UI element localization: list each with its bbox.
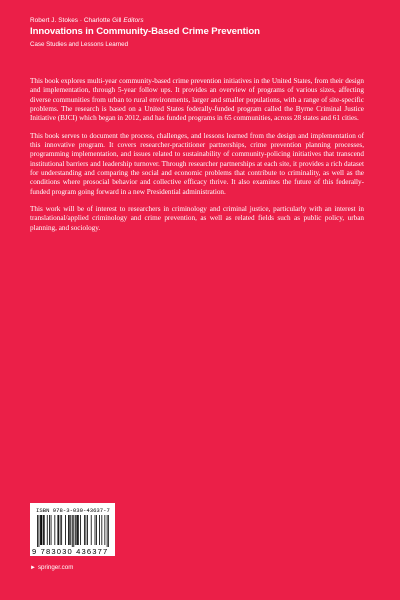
barcode-bar bbox=[49, 515, 50, 545]
barcode-bar bbox=[108, 515, 109, 547]
barcode-bar bbox=[41, 515, 42, 545]
barcode-bar bbox=[65, 515, 66, 545]
barcode-bar bbox=[104, 515, 105, 545]
description bbox=[30, 77, 364, 241]
barcode-bar bbox=[75, 515, 76, 545]
barcode-icon bbox=[37, 515, 109, 547]
barcode-bar bbox=[95, 515, 96, 545]
barcode-bar bbox=[43, 515, 44, 545]
barcode-bar bbox=[40, 515, 41, 545]
barcode-bar bbox=[57, 515, 58, 545]
barcode-bar bbox=[91, 515, 92, 545]
barcode-box bbox=[30, 503, 115, 556]
barcode-bar bbox=[73, 515, 74, 547]
barcode-number: 9 783030 436377 bbox=[32, 547, 109, 556]
barcode-bar bbox=[70, 515, 71, 545]
barcode-bar bbox=[107, 515, 108, 547]
barcode-bar bbox=[77, 515, 78, 545]
description-paragraph: This work will be of interest to researchers in criminology and criminal justice, particularly with an interest in translational/applied criminology and crime prevention, as well as related fields such as public policy, urban planning, and sociology. bbox=[30, 205, 364, 232]
editors-role: Editors bbox=[123, 17, 144, 24]
barcode-bar bbox=[39, 515, 40, 547]
barcode-bar bbox=[54, 515, 55, 545]
barcode-bar bbox=[68, 515, 69, 545]
barcode-bar bbox=[61, 515, 62, 545]
barcode-bar bbox=[96, 515, 97, 545]
description-paragraph: This book explores multi-year community-based crime prevention initiatives in the United States, from their design and implementation, through 5-year follow ups. It provides an overview of programs of various sizes, affecting diverse communities from urban to rural environments, larger and smaller populations, with a range of site-specific problems. The research is based on a United States federally-funded program called the Byrne Criminal Justice Initiative (BJCI) which began in 2012, and has funded programs in 65 communities, across 28 states and 61 cities. bbox=[30, 77, 364, 123]
barcode-bar bbox=[84, 515, 85, 545]
barcode-bar bbox=[58, 515, 59, 545]
barcode-bar bbox=[37, 515, 38, 547]
barcode-bar bbox=[101, 515, 102, 545]
barcode-bar bbox=[60, 515, 61, 545]
barcode-bar bbox=[69, 515, 70, 545]
barcode-bar bbox=[87, 515, 88, 545]
editor-name: Charlotte Gill bbox=[83, 17, 122, 24]
website-label: springer.com bbox=[37, 564, 74, 571]
barcode-bar bbox=[86, 515, 87, 545]
website-link[interactable] bbox=[30, 564, 73, 571]
barcode-bar bbox=[99, 515, 100, 545]
barcode-bar bbox=[78, 515, 79, 545]
description-paragraph: This book serves to document the process, challenges, and lessons learned from the design and implementation of this innovative program. It covers researcher-practitioner partnerships, crime prevention planning processes, programming implementation, and issues related to sustainability of community-policing initiatives that transcend institutional barriers and leadership turnover. Through researcher partnerships at each site, it provides a rich dataset for understanding and comparing the social and economic problems that contribute to criminality, as well as the conditions where prosocial behavior and collective efficacy thrive. It also examines the future of this federally-funded program going forward in a new Presidential administration. bbox=[30, 131, 364, 196]
barcode-bar bbox=[72, 515, 73, 547]
barcode-bar bbox=[80, 515, 81, 545]
arrow-icon: ► bbox=[30, 565, 36, 571]
barcode-bar bbox=[44, 515, 45, 545]
barcode-bar bbox=[76, 515, 77, 545]
editor-name: Robert J. Stokes bbox=[30, 17, 79, 24]
isbn-label: ISBN 978-3-030-43637-7 bbox=[36, 507, 110, 514]
barcode-bar bbox=[42, 515, 43, 545]
book-subtitle: Case Studies and Lessons Learned bbox=[30, 41, 129, 48]
barcode-bar bbox=[51, 515, 52, 545]
barcode-bar bbox=[47, 515, 48, 545]
editors-line bbox=[30, 17, 144, 24]
editor-separator: · bbox=[79, 17, 83, 24]
book-title: Innovations in Community-Based Crime Prevention bbox=[30, 26, 260, 37]
